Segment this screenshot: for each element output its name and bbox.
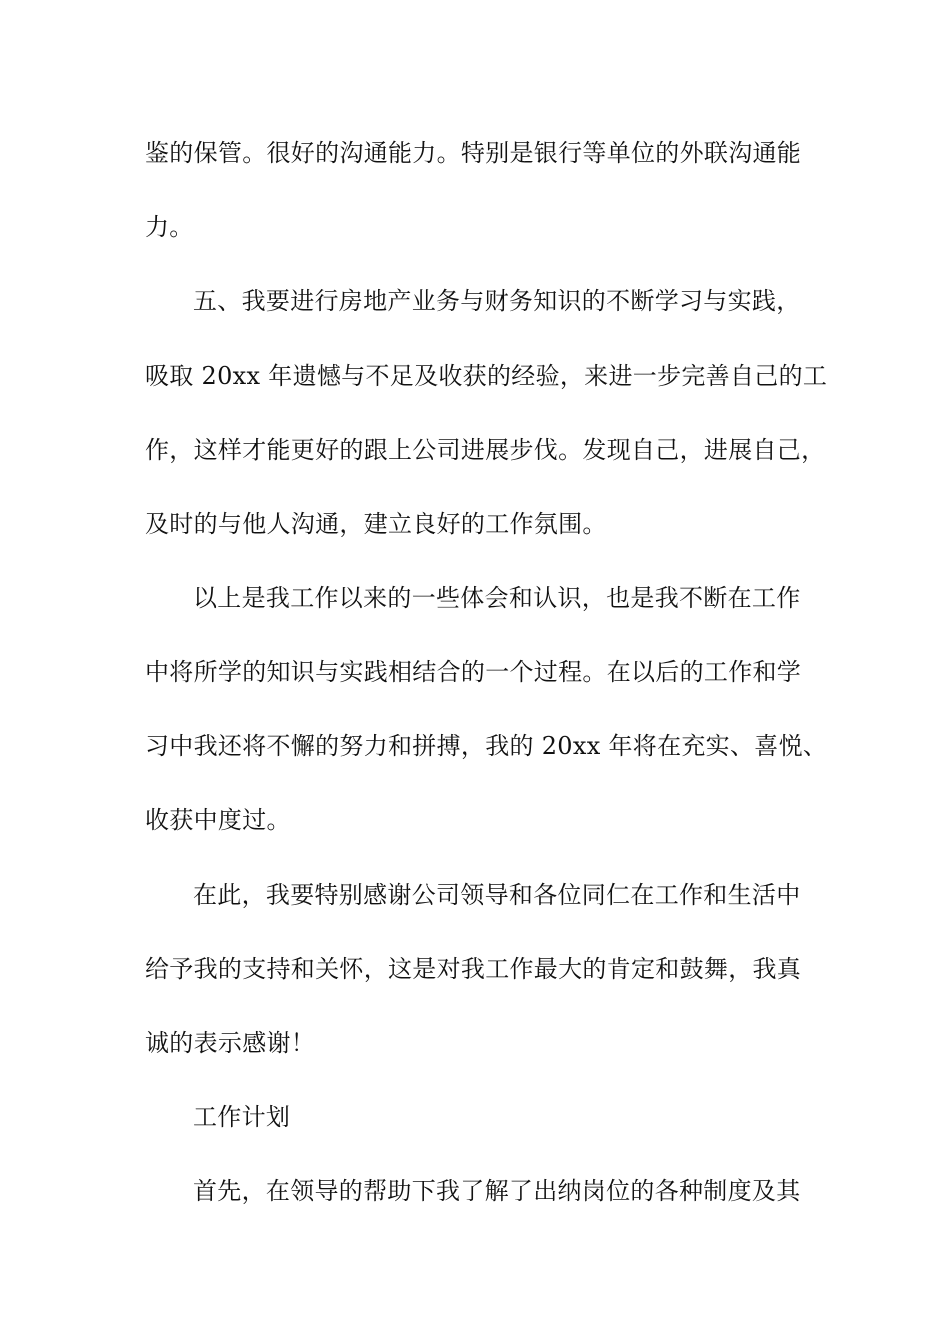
text-line: 诚的表示感谢！	[145, 1029, 316, 1057]
paragraph-start-line: 五、我要进行房地产业务与财务知识的不断学习与实践，	[193, 287, 801, 315]
paragraph-start-line: 首先，在领导的帮助下我了解了出纳岗位的各种制度及其	[193, 1177, 801, 1205]
text-line: 给予我的支持和关怀，这是对我工作最大的肯定和鼓舞，我真	[145, 955, 802, 983]
section-heading: 工作计划	[193, 1103, 291, 1131]
paragraph-start-line: 以上是我工作以来的一些体会和认识，也是我不断在工作	[193, 584, 801, 612]
text-line: 及时的与他人沟通，建立良好的工作氛围。	[145, 510, 607, 538]
text-line: 吸取 20xx 年遗憾与不足及收获的经验，来进一步完善自己的工	[145, 362, 828, 390]
text-line: 力。	[145, 213, 194, 241]
text-line: 鉴的保管。很好的沟通能力。特别是银行等单位的外联沟通能	[145, 139, 802, 167]
paragraph-start-line: 在此，我要特别感谢公司领导和各位同仁在工作和生活中	[193, 881, 801, 909]
text-line: 作，这样才能更好的跟上公司进展步伐。发现自己，进展自己，	[145, 436, 826, 464]
text-line: 收获中度过。	[145, 806, 291, 834]
text-line: 习中我还将不懈的努力和拼搏，我的 20xx 年将在充实、喜悦、	[145, 732, 828, 760]
text-line: 中将所学的知识与实践相结合的一个过程。在以后的工作和学	[145, 658, 802, 686]
